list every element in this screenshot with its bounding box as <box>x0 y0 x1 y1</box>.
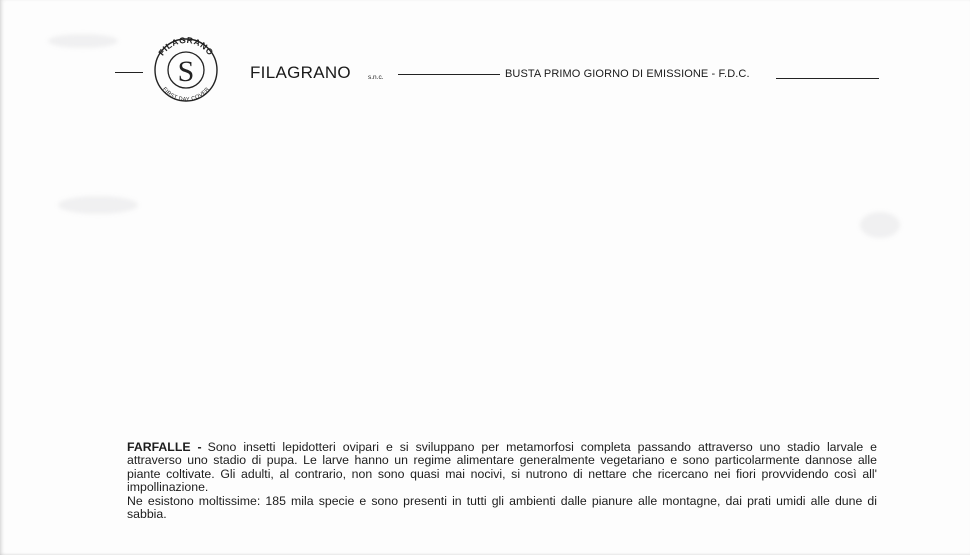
description-title: FARFALLE - <box>127 440 202 454</box>
description-paragraph-2: Ne esistono moltissime: 185 mila specie e sono presenti in tutti gli ambienti dalle pianure alle montagne, dai prati umidi alle dune di sabbia. <box>127 493 877 522</box>
logo-ring-top-text: FILAGRANO <box>156 36 216 58</box>
description-text-1: Sono insetti lepidotteri ovipari e si sviluppano per metamorfosi completa passando attraverso uno stadio larvale e attraverso uno stadio di pupa. Le larve hanno un regime alimentare generalmente vegetariano e sono particolarmente dannose alle piante coltivate. Gli adulti, al contrario, non sono quasi mai nocivi, si nutrono di nettare che ricercano nei fiori provvidendo così all' impollinazione. <box>127 440 878 495</box>
paper-smudge <box>48 34 118 48</box>
cover-type-label: BUSTA PRIMO GIORNO DI EMISSIONE - F.D.C. <box>505 68 750 80</box>
header-rule-left <box>115 72 143 73</box>
description-paragraph-1 <box>127 441 877 495</box>
logo-center-letter: S <box>177 55 195 88</box>
logo-ring-bottom-text: FIRST DAY COVER <box>160 86 212 104</box>
paper-smudge <box>58 196 138 214</box>
header-rule-middle <box>398 74 500 75</box>
paper-smudge <box>860 212 900 238</box>
filagrano-logo <box>147 36 225 104</box>
brand-suffix: s.n.c. <box>368 74 384 81</box>
header-rule-right <box>776 78 879 79</box>
butterfly-description <box>127 441 877 521</box>
brand-name: FILAGRANO <box>250 63 351 82</box>
